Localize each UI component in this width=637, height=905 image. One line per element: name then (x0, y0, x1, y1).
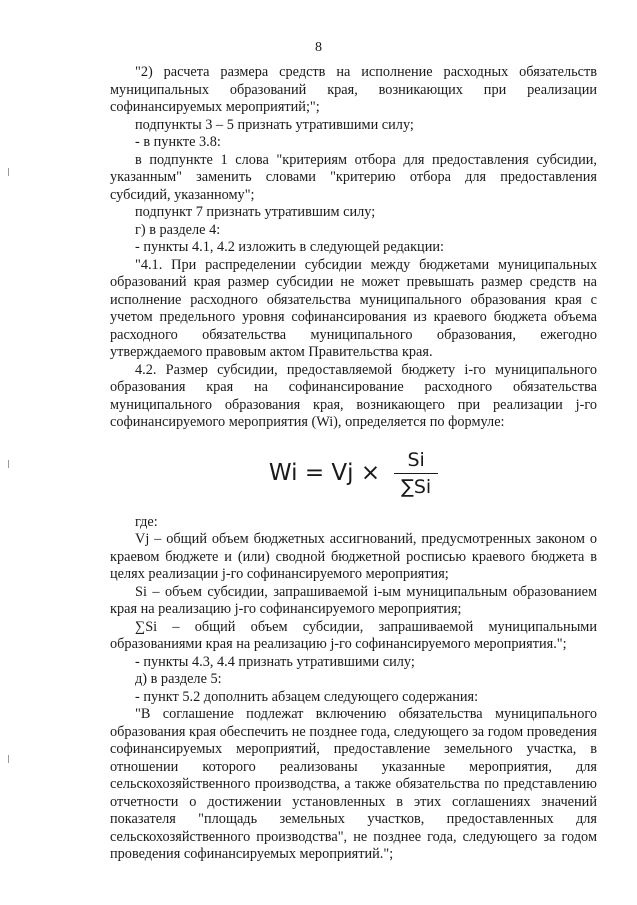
paragraph-17: "В соглашение подлежат включению обязательства муниципального образования края обеспечить не позднее года, следующего за годом проведения софинансируемых мероприятий, предоставление земельного участка, в отношении которого реализованы указанные мероприятия, для сельскохозяйственного производства, а также обязательства по представлению отчетности о достижении установленных в этих соглашениях значений показателя "площадь земельных участков, предоставленных для сельскохозяйственного производства", не позднее года, следующего за годом проведения софинансируемых мероприятий."; (110, 706, 597, 862)
paragraph-12: Si – объем субсидии, запрашиваемой i-ым муниципальным образованием края на реализацию j-го софинансируемого мероприятия; (110, 583, 597, 617)
formula-numerator: Si (407, 449, 425, 471)
subsidy-formula (110, 436, 597, 512)
paragraph-7: - пункты 4.1, 4.2 изложить в следующей редакции: (135, 239, 444, 255)
paragraph-9: 4.2. Размер субсидии, предоставляемой бюджету i-го муниципального образования края на софинансирование расходного обязательства муниципального образования края, возникающего при реализации j-го софинансируемого мероприятия (Wi), определяется по формуле: (110, 361, 597, 430)
formula-denominator: ∑Si (401, 476, 432, 498)
paragraph-10: где: (135, 513, 158, 530)
document-body (110, 64, 597, 864)
formula-lhs: Wi = Vj × (268, 459, 381, 486)
fraction-bar (394, 473, 438, 474)
paragraph-1: "2) расчета размера средств на исполнение расходных обязательств муниципальных образований края, возникающих при реализации софинансируемых мероприятий;"; (110, 64, 597, 115)
paragraph-8: "4.1. При распределении субсидии между бюджетами муниципальных образований края размер субсидии не может превышать размер средств на исполнение расходного обязательства муниципального образования края с учетом предельного уровня софинансирования из краевого бюджета объема расходного обязательства муниципального образования, ежегодно утверждаемого правовым актом Правительства края. (110, 256, 597, 360)
paragraph-15: д) в разделе 5: (135, 671, 222, 687)
paragraph-6: г) в разделе 4: (135, 221, 221, 238)
paragraph-2: подпункты 3 – 5 признать утратившими силу; (135, 116, 414, 133)
paragraph-11: Vj – общий объем бюджетных ассигнований, предусмотренных законом о краевом бюджете и (или) сводной бюджетной росписью краевого бюджета в целях реализации j-го софинансируемого мероприятия; (110, 531, 597, 582)
scan-mark (8, 460, 9, 468)
paragraph-14: - пункты 4.3, 4.4 признать утратившими силу; (135, 653, 415, 670)
formula-fraction (394, 449, 438, 498)
paragraph-3: - в пункте 3.8: (135, 134, 221, 150)
scan-mark (8, 755, 9, 763)
page-number: 8 (315, 40, 322, 55)
paragraph-13: ∑Si – общий объем субсидии, запрашиваемой муниципальными образованиями края на реализацию j-го софинансируемого мероприятия."; (110, 618, 597, 652)
paragraph-5: подпункт 7 признать утратившим силу; (135, 204, 376, 220)
paragraph-4: в подпункте 1 слова "критериям отбора для предоставления субсидии, указанным" заменить словами "критерию отбора для предоставления субсидий, указанному"; (110, 151, 597, 203)
scan-mark (8, 168, 9, 176)
paragraph-16: - пункт 5.2 дополнить абзацем следующего содержания: (135, 688, 479, 705)
